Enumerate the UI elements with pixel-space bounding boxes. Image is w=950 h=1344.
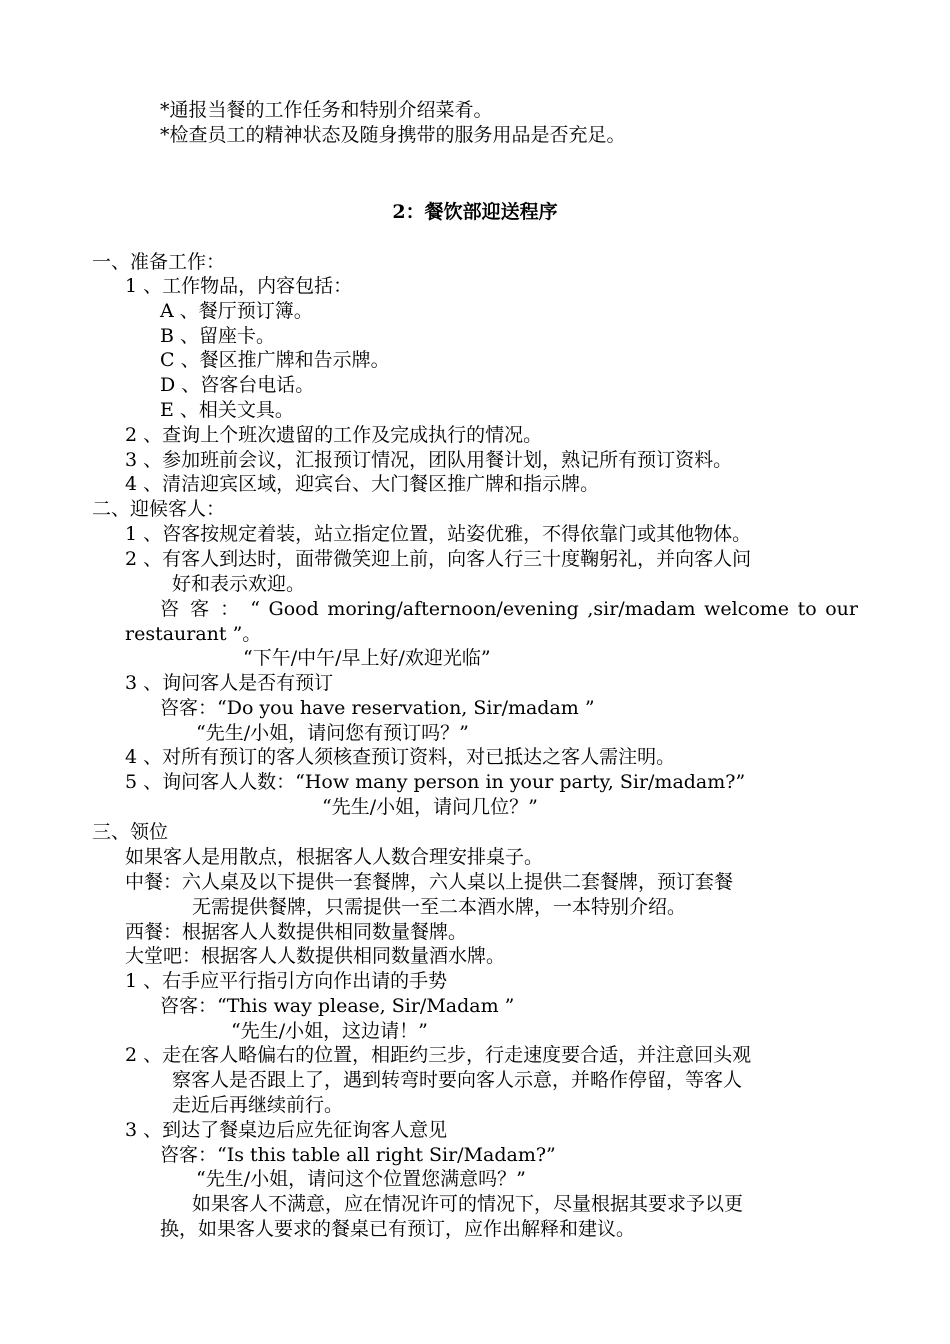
list-item-continuation: 察客人是否跟上了，遇到转弯时要向客人示意，并略作停留，等客人 xyxy=(172,1069,743,1091)
paragraph-line: 无需提供餐牌，只需提供一至二本酒水牌，一本特别介绍。 xyxy=(192,896,687,918)
dialogue-line: 咨客：“Do you have reservation, Sir/madam ” xyxy=(160,697,595,719)
list-item: 3 、询问客人是否有预订 xyxy=(125,672,334,694)
dialogue-line: 咨客：“Is this table all right Sir/Madam?” xyxy=(160,1144,556,1166)
list-item-continuation: 走近后再继续前行。 xyxy=(172,1094,344,1116)
list-item: 2 、有客人到达时，面带微笑迎上前，向客人行三十度鞠躬礼，并向客人问 xyxy=(125,548,752,570)
paragraph-line: 如果客人是用散点，根据客人人数合理安排桌子。 xyxy=(125,846,544,868)
dialogue-translation: “下午/中午/早上好/欢迎光临” xyxy=(243,647,491,669)
section-title: 2：餐饮部迎送程序 xyxy=(392,201,558,223)
dialogue-line: restaurant ”。 xyxy=(125,623,262,645)
section-heading: 一、准备工作： xyxy=(92,251,226,273)
list-item: 2 、走在客人略偏右的位置，相距约三步，行走速度要合适，并注意回头观 xyxy=(125,1044,752,1066)
text-line: *检查员工的精神状态及随身携带的服务用品是否充足。 xyxy=(160,124,626,146)
dialogue-translation: “先生/小姐，请问您有预订吗？” xyxy=(196,722,469,744)
text-line: *通报当餐的工作任务和特别介绍菜肴。 xyxy=(160,99,493,121)
paragraph-line: 如果客人不满意，应在情况许可的情况下，尽量根据其要求予以更 xyxy=(192,1193,744,1215)
dialogue-line: 咨客：“This way please, Sir/Madam ” xyxy=(160,995,515,1017)
list-item-continuation: 好和表示欢迎。 xyxy=(172,573,306,595)
section-heading: 三、领位 xyxy=(92,821,169,843)
list-item: B 、留座卡。 xyxy=(160,325,276,347)
list-item: 4 、对所有预订的客人须核查预订资料，对已抵达之客人需注明。 xyxy=(125,746,676,768)
dialogue-translation: “先生/小姐，请问这个位置您满意吗？” xyxy=(196,1168,526,1190)
list-item: 2 、查询上个班次遗留的工作及完成执行的情况。 xyxy=(125,424,543,446)
paragraph-line: 中餐：六人桌及以下提供一套餐牌，六人桌以上提供二套餐牌，预订套餐 xyxy=(125,871,734,893)
dialogue-translation: “先生/小姐，请问几位？” xyxy=(322,796,538,818)
section-heading: 二、迎候客人： xyxy=(92,498,226,520)
list-item: E 、相关文具。 xyxy=(160,399,294,421)
list-item: 3 、参加班前会议，汇报预订情况，团队用餐计划，熟记所有预订资料。 xyxy=(125,449,733,471)
list-item: 1 、工作物品，内容包括： xyxy=(125,275,353,297)
paragraph-line: 换，如果客人要求的餐桌已有预订，应作出解释和建议。 xyxy=(160,1218,636,1240)
dialogue-translation: “先生/小姐，这边请！” xyxy=(231,1020,428,1042)
dialogue-line: 咨 客 ： “ Good moring/afternoon/evening ,sir/madam welcome to our xyxy=(160,598,858,620)
list-item: C 、餐区推广牌和告示牌。 xyxy=(160,349,390,371)
list-item: 1 、咨客按规定着装，站立指定位置，站姿优雅，不得依靠门或其他物体。 xyxy=(125,523,752,545)
list-item: D 、咨客台电话。 xyxy=(160,374,315,396)
list-item: 4 、清洁迎宾区域，迎宾台、大门餐区推广牌和指示牌。 xyxy=(125,473,600,495)
paragraph-line: 大堂吧：根据客人人数提供相同数量酒水牌。 xyxy=(125,945,506,967)
list-item: A 、餐厅预订簿。 xyxy=(160,300,313,322)
list-item: 1 、右手应平行指引方向作出请的手势 xyxy=(125,970,448,992)
paragraph-line: 西餐：根据客人人数提供相同数量餐牌。 xyxy=(125,921,468,943)
list-item: 3 、到达了餐桌边后应先征询客人意见 xyxy=(125,1119,448,1141)
list-item: 5 、询问客人人数：“How many person in your party, Sir/madam?” xyxy=(125,771,746,793)
